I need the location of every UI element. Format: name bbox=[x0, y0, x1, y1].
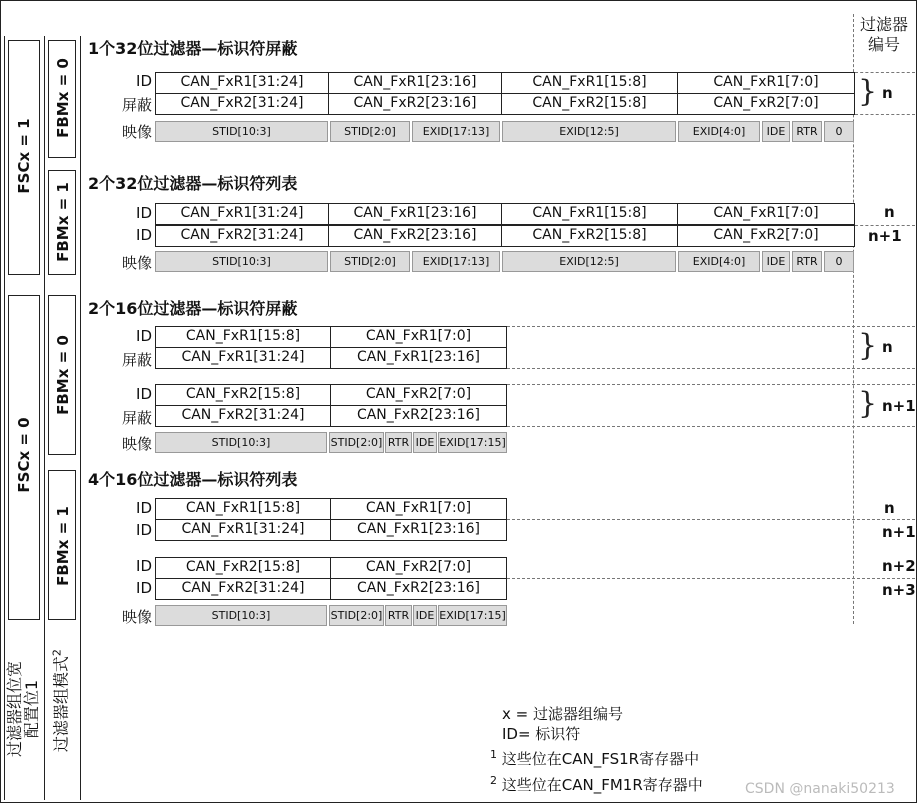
mode-config-caption bbox=[48, 636, 69, 766]
section3-map-stid-high: STID[10:3] bbox=[155, 432, 327, 453]
section1-title: 1个32位过滤器—标识符屏蔽 bbox=[88, 39, 298, 58]
section3-map-label: 映像 bbox=[121, 435, 152, 453]
section3-g2-dash-bottom bbox=[507, 426, 915, 427]
section1-row1-cell4: CAN_FxR1[7:0] bbox=[677, 72, 855, 94]
section4-g2-row2-cell2: CAN_FxR2[23:16] bbox=[330, 578, 507, 600]
section3-g1-row2-label: 屏蔽 bbox=[121, 351, 152, 369]
section3-g2-brace: } bbox=[858, 386, 878, 421]
section4-number-n: n bbox=[884, 499, 895, 517]
section3-g1-row1-label: ID bbox=[136, 327, 152, 345]
section2-map-ide: IDE bbox=[762, 251, 790, 272]
section2-row1-cell4: CAN_FxR1[7:0] bbox=[677, 203, 855, 225]
section4-map-exid: EXID[17:15] bbox=[438, 605, 507, 626]
section1-row2-cell3: CAN_FxR2[15:8] bbox=[501, 93, 678, 115]
section4-number-n2: n+2 bbox=[882, 557, 916, 575]
section3-g2-row1-label: ID bbox=[136, 385, 152, 403]
legend-note1 bbox=[490, 748, 699, 769]
section1-row1-cell2: CAN_FxR1[23:16] bbox=[328, 72, 502, 94]
width-config-caption bbox=[6, 644, 40, 774]
section1-map-exid-a: EXID[17:13] bbox=[412, 121, 500, 142]
section2-row1-label: ID bbox=[136, 204, 152, 222]
section1-number-n: n bbox=[882, 84, 893, 102]
legend-note2-text: 这些位在CAN_FM1R寄存器中 bbox=[501, 776, 703, 794]
fsc0-label: FSCx = 0 bbox=[15, 417, 33, 493]
fbm1-top-label: FBMx = 1 bbox=[54, 182, 72, 262]
section4-g2-row1-cell1: CAN_FxR2[15:8] bbox=[155, 557, 331, 579]
section2-row1-cell1: CAN_FxR1[31:24] bbox=[155, 203, 329, 225]
section3-title: 2个16位过滤器—标识符屏蔽 bbox=[88, 299, 298, 318]
legend-x-def: x = 过滤器组编号 bbox=[502, 705, 623, 723]
section3-g2-row2-cell2: CAN_FxR2[23:16] bbox=[330, 405, 507, 427]
section4-g1-row2-cell2: CAN_FxR1[23:16] bbox=[330, 519, 507, 541]
section3-map-ide: IDE bbox=[413, 432, 437, 453]
section3-g2-row2-cell1: CAN_FxR2[31:24] bbox=[155, 405, 331, 427]
section3-number-n: n bbox=[882, 338, 893, 356]
fsc0-box bbox=[8, 295, 40, 620]
section4-g2-row2-label: ID bbox=[136, 579, 152, 597]
section4-number-n1: n+1 bbox=[882, 523, 916, 541]
section2-map-label: 映像 bbox=[121, 254, 152, 272]
section2-map-stid-high: STID[10:3] bbox=[155, 251, 328, 272]
section1-map-stid-high: STID[10:3] bbox=[155, 121, 328, 142]
section3-map-exid: EXID[17:15] bbox=[438, 432, 507, 453]
section1-row2-cell2: CAN_FxR2[23:16] bbox=[328, 93, 502, 115]
section2-map-exid-c: EXID[4:0] bbox=[678, 251, 760, 272]
section1-row1-label: ID bbox=[136, 72, 152, 90]
section2-title: 2个32位过滤器—标识符列表 bbox=[88, 174, 298, 193]
section4-g2-row1-cell2: CAN_FxR2[7:0] bbox=[330, 557, 507, 579]
section2-row2-cell3: CAN_FxR2[15:8] bbox=[501, 225, 678, 247]
fbm0-bottom-label: FBMx = 0 bbox=[54, 335, 72, 415]
legend-note1-text: 这些位在CAN_FS1R寄存器中 bbox=[501, 750, 700, 768]
section3-g1-row1-cell2: CAN_FxR1[7:0] bbox=[330, 326, 507, 348]
width-config-caption-line1: 过滤器组位宽 bbox=[5, 661, 24, 758]
section4-g1-row1-label: ID bbox=[136, 499, 152, 517]
section4-map-ide: IDE bbox=[413, 605, 437, 626]
legend-note1-sup: 1 bbox=[490, 748, 497, 761]
section1-row2-cell4: CAN_FxR2[7:0] bbox=[677, 93, 855, 115]
section4-g2-row1-label: ID bbox=[136, 557, 152, 575]
section3-g2-row1-cell2: CAN_FxR2[7:0] bbox=[330, 384, 507, 406]
section1-map-zero: 0 bbox=[824, 121, 854, 142]
section3-map-stid-low: STID[2:0] bbox=[329, 432, 384, 453]
section3-g1-brace: } bbox=[858, 328, 878, 363]
fsc1-box bbox=[8, 40, 40, 275]
legend-note2 bbox=[490, 774, 703, 795]
section4-g2-row2-cell1: CAN_FxR2[31:24] bbox=[155, 578, 331, 600]
fsc1-label: FSCx = 1 bbox=[15, 118, 33, 194]
section3-g1-row2-cell2: CAN_FxR1[23:16] bbox=[330, 347, 507, 369]
section2-dash-mid bbox=[855, 225, 915, 226]
section4-number-n3: n+3 bbox=[882, 581, 916, 599]
section2-row2-label: ID bbox=[136, 226, 152, 244]
fbm0-top-label: FBMx = 0 bbox=[54, 58, 72, 138]
section2-row1-cell3: CAN_FxR1[15:8] bbox=[501, 203, 678, 225]
section4-g1-row2-cell1: CAN_FxR1[31:24] bbox=[155, 519, 331, 541]
fbm1-bottom-label: FBMx = 1 bbox=[54, 506, 72, 586]
filter-number-header-line1: 过滤器 bbox=[859, 15, 908, 34]
section1-row1-cell3: CAN_FxR1[15:8] bbox=[501, 72, 678, 94]
section1-map-rtr: RTR bbox=[792, 121, 822, 142]
section2-map-rtr: RTR bbox=[792, 251, 822, 272]
legend-id-def: ID= 标识符 bbox=[502, 725, 581, 743]
section1-dash-bottom bbox=[855, 114, 915, 115]
section4-map-stid-low: STID[2:0] bbox=[329, 605, 384, 626]
section2-row2-cell2: CAN_FxR2[23:16] bbox=[328, 225, 502, 247]
section2-map-exid-a: EXID[17:13] bbox=[412, 251, 500, 272]
section2-row2-cell1: CAN_FxR2[31:24] bbox=[155, 225, 329, 247]
section2-row1-cell2: CAN_FxR1[23:16] bbox=[328, 203, 502, 225]
section2-map-stid-low: STID[2:0] bbox=[330, 251, 410, 272]
mode-config-caption-sup: 2 bbox=[50, 649, 64, 657]
section3-g1-row2-cell1: CAN_FxR1[31:24] bbox=[155, 347, 331, 369]
section1-map-label: 映像 bbox=[121, 123, 152, 141]
left-column-line-c bbox=[80, 36, 81, 800]
section2-map-exid-b: EXID[12:5] bbox=[502, 251, 676, 272]
section1-brace: } bbox=[858, 74, 878, 109]
section3-g2-dash-top bbox=[507, 384, 915, 385]
section4-map-rtr: RTR bbox=[385, 605, 412, 626]
section3-g2-row1-cell1: CAN_FxR2[15:8] bbox=[155, 384, 331, 406]
section3-g2-row2-label: 屏蔽 bbox=[121, 409, 152, 427]
section1-map-exid-c: EXID[4:0] bbox=[678, 121, 760, 142]
section3-number-n1: n+1 bbox=[882, 397, 916, 415]
section3-g1-row1-cell1: CAN_FxR1[15:8] bbox=[155, 326, 331, 348]
section4-title: 4个16位过滤器—标识符列表 bbox=[88, 470, 298, 489]
section1-row2-label: 屏蔽 bbox=[121, 96, 152, 114]
section1-map-exid-b: EXID[12:5] bbox=[502, 121, 676, 142]
section4-map-label: 映像 bbox=[121, 608, 152, 626]
fbm1-bottom-box bbox=[48, 470, 76, 620]
fbm0-top-box bbox=[48, 40, 76, 158]
section3-map-rtr: RTR bbox=[385, 432, 412, 453]
section4-g1-dash bbox=[507, 519, 915, 520]
section2-map-zero: 0 bbox=[824, 251, 854, 272]
section2-number-n: n bbox=[884, 203, 895, 221]
fbm0-bottom-box bbox=[48, 295, 76, 455]
section3-g1-dash-top bbox=[507, 326, 915, 327]
section4-g1-row2-label: ID bbox=[136, 521, 152, 539]
fbm1-top-box bbox=[48, 170, 76, 275]
section1-map-ide: IDE bbox=[762, 121, 790, 142]
watermark: CSDN @nanaki50213 bbox=[745, 781, 895, 797]
section4-map-stid-high: STID[10:3] bbox=[155, 605, 327, 626]
section2-number-n1: n+1 bbox=[868, 227, 902, 245]
section4-g1-row1-cell1: CAN_FxR1[15:8] bbox=[155, 498, 331, 520]
section3-g1-dash-bottom bbox=[507, 368, 915, 369]
section1-row2-cell1: CAN_FxR2[31:24] bbox=[155, 93, 329, 115]
left-column-line-b bbox=[44, 36, 45, 800]
section4-g2-dash bbox=[507, 578, 915, 579]
legend-note2-sup: 2 bbox=[490, 774, 497, 787]
section4-g1-row1-cell2: CAN_FxR1[7:0] bbox=[330, 498, 507, 520]
section2-row2-cell4: CAN_FxR2[7:0] bbox=[677, 225, 855, 247]
mode-config-caption-text: 过滤器组模式 bbox=[51, 656, 71, 753]
filter-number-header-line2: 编号 bbox=[867, 35, 900, 54]
section1-row1-cell1: CAN_FxR1[31:24] bbox=[155, 72, 329, 94]
section1-dash-top bbox=[855, 72, 915, 73]
filter-number-header bbox=[852, 15, 916, 55]
width-config-caption-line2: 配置位1 bbox=[22, 679, 41, 739]
section1-map-stid-low: STID[2:0] bbox=[330, 121, 410, 142]
